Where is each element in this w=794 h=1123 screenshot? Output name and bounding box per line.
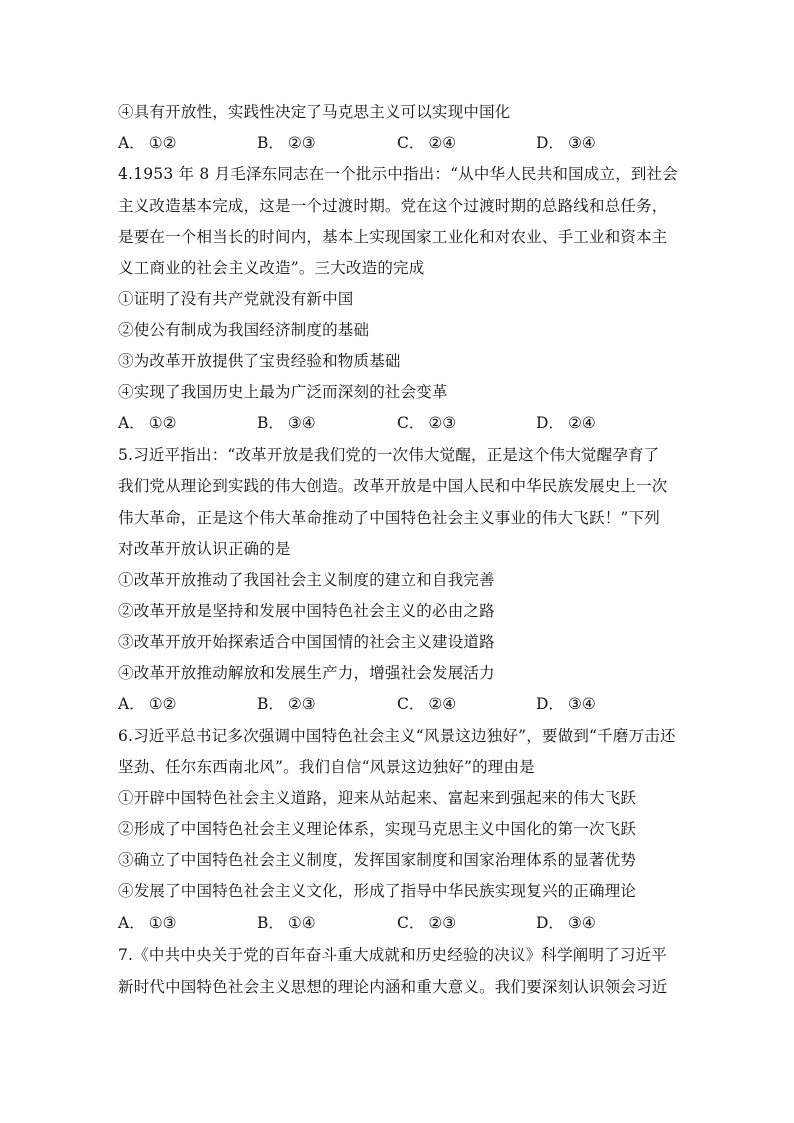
- q6-option-c: C． ②③: [397, 914, 457, 932]
- q5-stem-line: 5.习近平指出：“改革开放是我们党的一次伟大觉醒，正是这个伟大觉醒孕育了: [118, 446, 660, 464]
- q4-option-b: B． ③④: [257, 414, 316, 432]
- q4-stem-line: 主义改造基本完成，这是一个过渡时期。党在这个过渡时期的总路线和总任务，: [118, 197, 668, 215]
- q6-statement: ②形成了中国特色社会主义理论体系，实现马克思主义中国化的第一次飞跃: [118, 820, 637, 838]
- q5-stem-line: 我们党从理论到实践的伟大创造。改革开放是中国人民和中华民族发展史上一次: [118, 477, 668, 495]
- q6-option-a: A． ①③: [118, 914, 177, 932]
- q3-option-d: D． ③④: [536, 134, 596, 152]
- q4-statement: ②使公有制成为我国经济制度的基础: [118, 321, 370, 339]
- q5-stem-line: 对改革开放认识正确的是: [118, 540, 291, 558]
- q3-statement-4: ④具有开放性，实践性决定了马克思主义可以实现中国化: [118, 103, 511, 121]
- q4-option-c: C． ②③: [397, 414, 457, 432]
- q5-option-b: B． ②③: [257, 695, 316, 713]
- q6-option-d: D． ③④: [536, 914, 596, 932]
- q5-option-a: A． ①②: [118, 695, 177, 713]
- q5-statement: ④改革开放推动解放和发展生产力，增强社会发展活力: [118, 664, 495, 682]
- q6-statement: ①开辟中国特色社会主义道路，迎来从站起来、富起来到强起来的伟大飞跃: [118, 789, 637, 807]
- q7-stem-line: 新时代中国特色社会主义思想的理论内涵和重大意义。我们要深刻认识领会习近: [118, 978, 668, 996]
- q4-statement: ③为改革开放提供了宝贵经验和物质基础: [118, 352, 401, 370]
- q5-option-c: C． ②④: [397, 695, 457, 713]
- q4-option-a: A． ①②: [118, 414, 177, 432]
- q5-statement: ③改革开放开始探索适合中国国情的社会主义建设道路: [118, 633, 495, 651]
- q6-stem-line: 坚劲、任尔东西南北风”。我们自信“风景这边独好”的理由是: [118, 758, 535, 776]
- q5-options: [118, 694, 680, 714]
- q5-option-d: D． ③④: [536, 695, 596, 713]
- q4-stem-line: 是要在一个相当长的时间内，基本上实现国家工业化和对农业、手工业和资本主: [118, 228, 668, 246]
- q3-option-b: B． ②③: [257, 134, 316, 152]
- q5-stem-line: 伟大革命，正是这个伟大革命推动了中国特色社会主义事业的伟大飞跃！”下列: [118, 509, 660, 527]
- q3-options: [118, 133, 680, 153]
- q4-option-d: D． ②④: [536, 414, 596, 432]
- q5-statement: ①改革开放推动了我国社会主义制度的建立和自我完善: [118, 571, 495, 589]
- q4-statement: ①证明了没有共产党就没有新中国: [118, 290, 354, 308]
- q4-stem-line: 义工商业的社会主义改造”。三大改造的完成: [118, 259, 425, 277]
- q4-statement: ④实现了我国历史上最为广泛而深刻的社会变革: [118, 383, 448, 401]
- q6-option-b: B． ①④: [257, 914, 316, 932]
- q4-options: [118, 413, 680, 433]
- q6-statement: ④发展了中国特色社会主义文化，形成了指导中华民族实现复兴的正确理论: [118, 882, 637, 900]
- q7-stem-line: 7.《中共中央关于党的百年奋斗重大成就和历史经验的决议》科学阐明了习近平: [118, 946, 667, 964]
- q4-stem-line: 4.1953 年 8 月毛泽东同志在一个批示中指出：“从中华人民共和国成立，到社会: [118, 165, 679, 183]
- q6-stem-line: 6.习近平总书记多次强调中国特色社会主义“风景这边独好”，要做到“千磨万击还: [118, 727, 676, 745]
- q5-statement: ②改革开放是坚持和发展中国特色社会主义的必由之路: [118, 602, 495, 620]
- q6-statement: ③确立了中国特色社会主义制度，发挥国家制度和国家治理体系的显著优势: [118, 851, 637, 869]
- q3-option-c: C． ②④: [397, 134, 457, 152]
- q6-options: [118, 913, 680, 933]
- q3-option-a: A． ①②: [118, 134, 177, 152]
